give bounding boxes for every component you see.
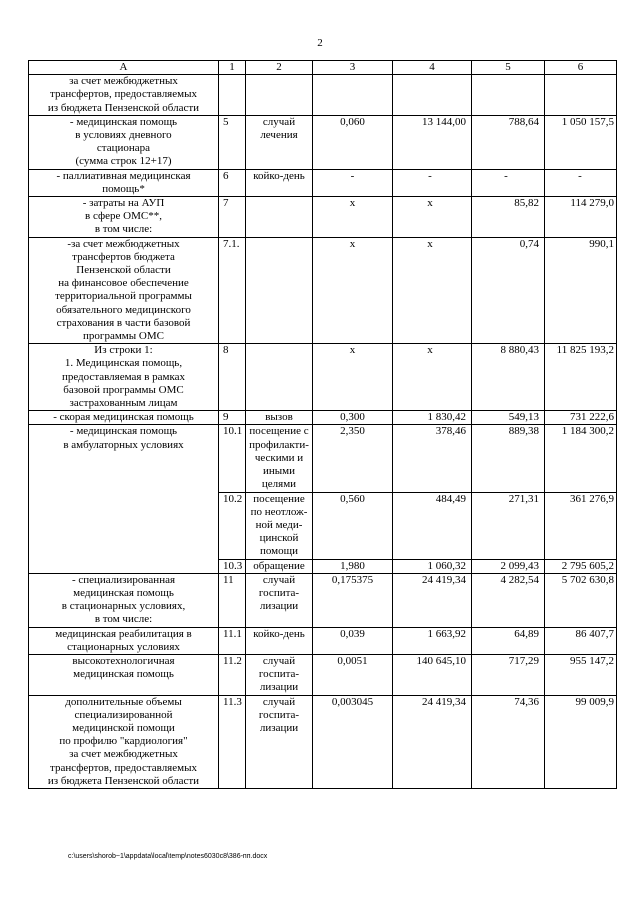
row-label: - медицинская помощь в условиях дневного стационара (сумма строк 12+17) (29, 115, 219, 169)
row-number: 7 (219, 197, 246, 238)
value-cell: 271,31 (472, 492, 545, 559)
header-cell: 5 (472, 61, 545, 75)
table-row (29, 654, 617, 695)
header-cell: 3 (313, 61, 393, 75)
row-number: 11.1 (219, 627, 246, 654)
value-cell: 0,300 (313, 411, 393, 425)
file-path-footer: c:\users\shorob~1\appdata\local\temp\notes6030c8\386-пп.docx (68, 853, 268, 860)
budget-table (28, 60, 617, 789)
value-cell: х (393, 237, 472, 344)
value-cell: 731 222,6 (545, 411, 617, 425)
row-label: - паллиативная медицинская помощь* (29, 169, 219, 196)
row-number: 11.2 (219, 654, 246, 695)
value-cell: 0,0051 (313, 654, 393, 695)
value-cell: 1 060,32 (393, 559, 472, 573)
row-label: медицинская реабилитация в стационарных условиях (29, 627, 219, 654)
table-row (29, 344, 617, 411)
value-cell: 2,350 (313, 425, 393, 492)
value-cell: х (313, 237, 393, 344)
unit-cell: посещение с профилакти- ческими и иными целями (246, 425, 313, 492)
value-cell: 0,560 (313, 492, 393, 559)
row-label: высокотехнологичная медицинская помощь (29, 654, 219, 695)
unit-cell (246, 344, 313, 411)
value-cell: - (472, 169, 545, 196)
value-cell: 4 282,54 (472, 573, 545, 627)
value-cell: 361 276,9 (545, 492, 617, 559)
value-cell (545, 75, 617, 116)
table-row (29, 115, 617, 169)
header-cell: 4 (393, 61, 472, 75)
value-cell: 24 419,34 (393, 695, 472, 788)
row-label: дополнительные объемы специализированной медицинской помощи по профилю "кардиология" за счет межбюджетных трансфертов, предоставляемых из бюджета Пензенской области (29, 695, 219, 788)
value-cell: 74,36 (472, 695, 545, 788)
value-cell: 24 419,34 (393, 573, 472, 627)
row-label: - скорая медицинская помощь (29, 411, 219, 425)
table-row (29, 627, 617, 654)
value-cell: 1 050 157,5 (545, 115, 617, 169)
row-number: 10.1 (219, 425, 246, 492)
value-cell: 11 825 193,2 (545, 344, 617, 411)
value-cell: 2 099,43 (472, 559, 545, 573)
row-number: 7.1. (219, 237, 246, 344)
value-cell (313, 75, 393, 116)
header-cell: 1 (219, 61, 246, 75)
value-cell: 955 147,2 (545, 654, 617, 695)
value-cell: 378,46 (393, 425, 472, 492)
value-cell (393, 75, 472, 116)
value-cell: 85,82 (472, 197, 545, 238)
row-label: -за счет межбюджетных трансфертов бюджета Пензенской области на финансовое обеспечение территориальной программы обязательного медицинского страхования в части базовой программы ОМС (29, 237, 219, 344)
value-cell: х (313, 197, 393, 238)
row-number: 8 (219, 344, 246, 411)
unit-cell: обращение (246, 559, 313, 573)
unit-cell: случай госпита- лизации (246, 654, 313, 695)
value-cell: х (313, 344, 393, 411)
table-row (29, 237, 617, 344)
value-cell (472, 75, 545, 116)
row-label: - медицинская помощь в амбулаторных условиях (29, 425, 219, 573)
unit-cell: случай лечения (246, 115, 313, 169)
row-number: 11 (219, 573, 246, 627)
value-cell: 114 279,0 (545, 197, 617, 238)
value-cell: 0,060 (313, 115, 393, 169)
unit-cell: койко-день (246, 169, 313, 196)
value-cell: 717,29 (472, 654, 545, 695)
value-cell: 0,039 (313, 627, 393, 654)
row-label: - затраты на АУП в сфере ОМС**, в том числе: (29, 197, 219, 238)
unit-cell (246, 197, 313, 238)
unit-cell: посещение по неотлож- ной меди- цинской помощи (246, 492, 313, 559)
value-cell: 140 645,10 (393, 654, 472, 695)
row-label: - специализированная медицинская помощь в стационарных условиях, в том числе: (29, 573, 219, 627)
value-cell: 13 144,00 (393, 115, 472, 169)
row-label: Из строки 1: 1. Медицинская помощь, предоставляемая в рамках базовой программы ОМС застрахованным лицам (29, 344, 219, 411)
value-cell: 889,38 (472, 425, 545, 492)
unit-cell (246, 75, 313, 116)
table-row (29, 75, 617, 116)
value-cell: х (393, 344, 472, 411)
value-cell: 0,003045 (313, 695, 393, 788)
value-cell: 0,74 (472, 237, 545, 344)
value-cell: - (393, 169, 472, 196)
value-cell: 8 880,43 (472, 344, 545, 411)
row-number: 10.3 (219, 559, 246, 573)
row-number: 6 (219, 169, 246, 196)
value-cell: 2 795 605,2 (545, 559, 617, 573)
unit-cell: случай госпита- лизации (246, 573, 313, 627)
header-cell: 2 (246, 61, 313, 75)
row-number (219, 75, 246, 116)
value-cell: 1 830,42 (393, 411, 472, 425)
value-cell: 549,13 (472, 411, 545, 425)
value-cell: 99 009,9 (545, 695, 617, 788)
value-cell: 64,89 (472, 627, 545, 654)
row-number: 11.3 (219, 695, 246, 788)
value-cell: - (545, 169, 617, 196)
table-row (29, 695, 617, 788)
header-cell: A (29, 61, 219, 75)
value-cell: 990,1 (545, 237, 617, 344)
value-cell: 5 702 630,8 (545, 573, 617, 627)
header-cell: 6 (545, 61, 617, 75)
value-cell: 0,175375 (313, 573, 393, 627)
value-cell: 1,980 (313, 559, 393, 573)
row-number: 9 (219, 411, 246, 425)
table-row (29, 425, 617, 492)
value-cell: - (313, 169, 393, 196)
page-number: 2 (317, 37, 323, 49)
value-cell: 788,64 (472, 115, 545, 169)
value-cell: 1 184 300,2 (545, 425, 617, 492)
table-header-row (29, 61, 617, 75)
row-number: 10.2 (219, 492, 246, 559)
table-row (29, 197, 617, 238)
table-row (29, 573, 617, 627)
unit-cell (246, 237, 313, 344)
unit-cell: койко-день (246, 627, 313, 654)
value-cell: 1 663,92 (393, 627, 472, 654)
row-label: за счет межбюджетных трансфертов, предоставляемых из бюджета Пензенской области (29, 75, 219, 116)
value-cell: 86 407,7 (545, 627, 617, 654)
table-row (29, 169, 617, 196)
unit-cell: вызов (246, 411, 313, 425)
value-cell: 484,49 (393, 492, 472, 559)
table-row (29, 411, 617, 425)
row-number: 5 (219, 115, 246, 169)
unit-cell: случай госпита- лизации (246, 695, 313, 788)
value-cell: х (393, 197, 472, 238)
